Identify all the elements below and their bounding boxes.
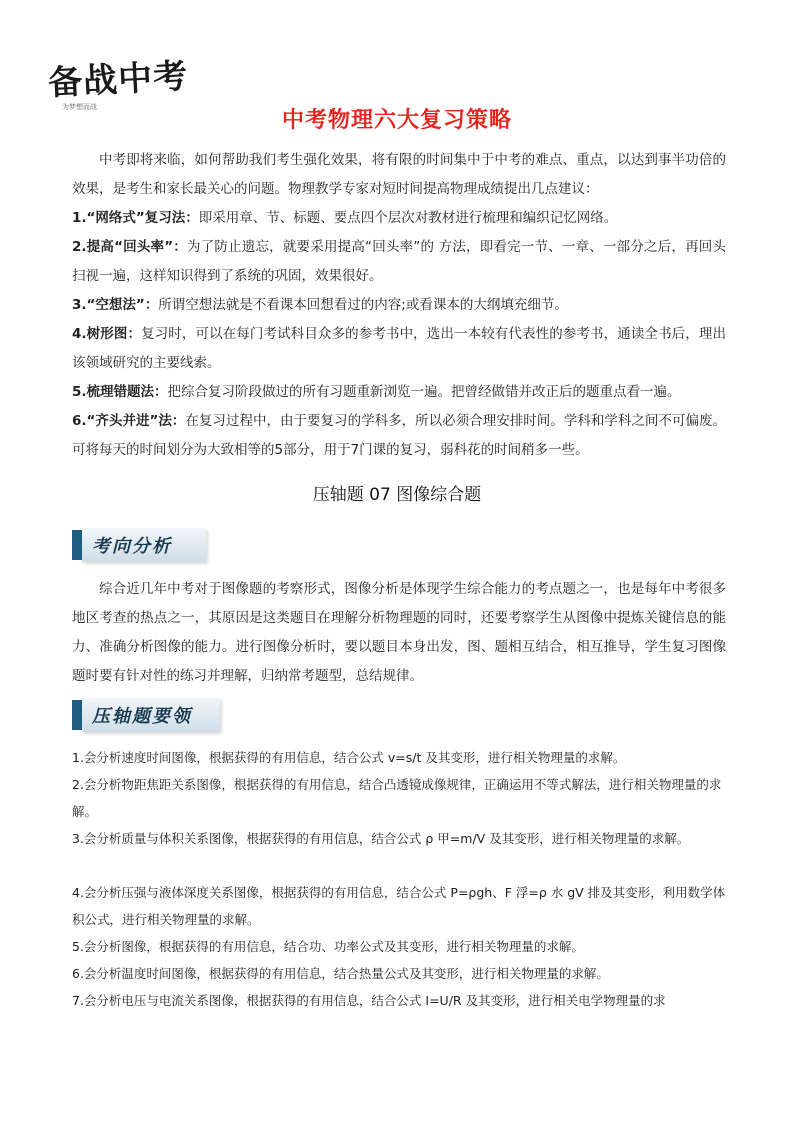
strategy-label: 5.梳理错题法： <box>72 384 168 400</box>
strategy-item-5 <box>72 378 726 407</box>
logo-text: 备战中考 <box>47 56 190 104</box>
analysis-banner <box>72 526 206 562</box>
keypoint-item-3: 3.会分析质量与体积关系图像，根据获得的有用信息，结合公式 ρ 甲=m/V 及其变形，进行相关物理量的求解。 <box>72 831 690 846</box>
strategy-text: 为了防止遗忘，就要采用提高“回头率”的 方法，即看完一节、一章、一部分之后，再回头扫视一遍，这样知识得到了系统的巩固，效果很好。 <box>72 239 726 284</box>
strategy-text: 在复习过程中，由于要复习的学科多，所以必须合理安排时间。学科和学科之间不可偏废。可将每天的时间划分为大致相等的5部分，用于7门课的复习，弱科花的时间稍多一些。 <box>72 413 726 458</box>
logo-subtext: 为梦想而战 <box>62 103 97 111</box>
strategy-text: 复习时，可以在每门考试科目众多的参考书中，选出一本较有代表性的参考书，通读全书后，理出该领域研究的主要线索。 <box>72 326 727 371</box>
strategy-label: 3.“空想法”： <box>72 297 159 313</box>
strategy-text: 所谓空想法就是不看课本回想看过的内容;或看课本的大纲填充细节。 <box>158 297 568 313</box>
section-title: 压轴题 07 图像综合题 <box>312 485 482 505</box>
strategy-label: 1.“网络式”复习法： <box>72 210 199 226</box>
strategy-item-3 <box>72 291 726 320</box>
keypoint-item-6: 6.会分析温度时间图像，根据获得的有用信息，结合热量公式及其变形，进行相关物理量的求解。 <box>72 966 609 981</box>
analysis-paragraph: 综合近几年中考对于图像题的考察形式，图像分析是体现学生综合能力的考点题之一，也是每年中考很多地区考查的热点之一，其原因是这类题目在理解分析物理题的同时，还要考察学生从图像中提炼关键信息的能力、准确分析图像的能力。进行图像分析时，要以题目本身出发，图、题相互结合，相互推导，学生复习图像题时要有针对性的练习并理解，归纳常考题型，总结规律。 <box>72 581 726 684</box>
strategy-label: 2.提高“回头率”： <box>72 239 188 255</box>
keypoint-item-7: 7.会分析电压与电流关系图像，根据获得的有用信息，结合公式 I=U/R 及其变形，进行相关电学物理量的求 <box>72 993 666 1008</box>
strategy-text: 把综合复习阶段做过的所有习题重新浏览一遍。把曾经做错并改正后的题重点看一遍。 <box>167 384 681 400</box>
banner-accent <box>72 530 82 560</box>
strategy-item-4 <box>72 320 726 378</box>
strategy-item-6 <box>72 407 726 465</box>
keypoint-item-2: 2.会分析物距焦距关系图像，根据获得的有用信息，结合凸透镜成像规律，正确运用不等式解法，进行相关物理量的求解。 <box>72 777 722 819</box>
strategy-item-2 <box>72 233 726 291</box>
banner-accent <box>72 700 82 730</box>
keypoints-banner-label: 压轴题要领 <box>92 706 192 727</box>
intro-paragraph: 中考即将来临，如何帮助我们考生强化效果，将有限的时间集中于中考的难点、重点，以达到事半功倍的效果，是考生和家长最关心的问题。物理教学专家对短时间提高物理成绩提出几点建议： <box>72 152 726 197</box>
strategy-text: 即采用章、节、标题、要点四个层次对教材进行梳理和编织记忆网络。 <box>198 210 618 226</box>
strategy-label: 6.“齐头并进”法： <box>72 413 186 429</box>
keypoints-banner <box>72 696 220 732</box>
analysis-banner-label: 考向分析 <box>92 536 172 557</box>
keypoint-item-1: 1.会分析速度时间图像，根据获得的有用信息，结合公式 v=s/t 及其变形，进行相关物理量的求解。 <box>72 750 626 765</box>
strategy-label: 4.树形图： <box>72 326 142 342</box>
page-title: 中考物理六大复习策略 <box>281 108 512 133</box>
keypoint-item-4: 4.会分析压强与液体深度关系图像，根据获得的有用信息，结合公式 P=ρgh、F 浮=ρ 水 gV 排及其变形，利用数学体积公式，进行相关物理量的求解。 <box>72 885 726 927</box>
strategy-item-1 <box>72 204 726 233</box>
keypoint-item-5: 5.会分析图像，根据获得的有用信息，结合功、功率公式及其变形，进行相关物理量的求解。 <box>72 939 584 954</box>
